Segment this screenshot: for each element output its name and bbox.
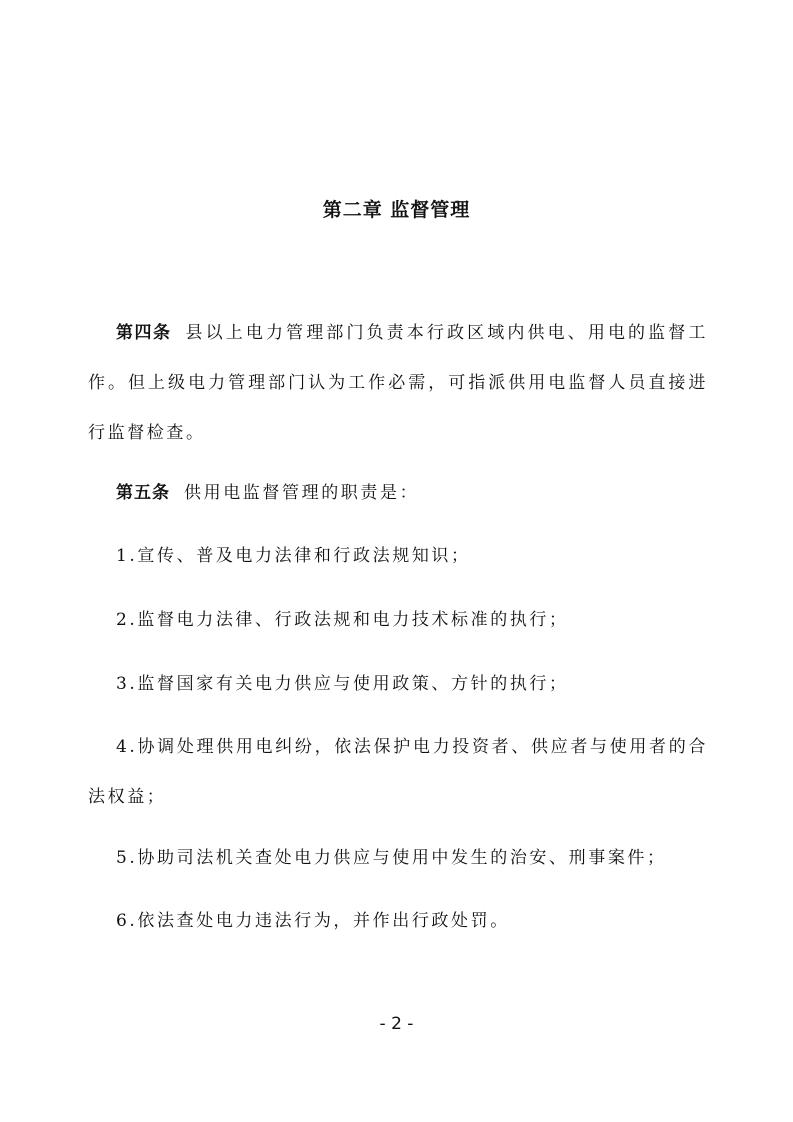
duty-item-2: 2.监督电力法律、行政法规和电力技术标准的执行； [116, 610, 569, 630]
duty-item-4: 4.协调处理供用电纠纷，依法保护电力投资者、供应者与使用者的合法权益； [88, 737, 708, 807]
chapter-title: 第二章 监督管理 [322, 199, 471, 221]
duty-item-5: 5.协助司法机关查处电力供应与使用中发生的治安、刑事案件； [116, 848, 667, 868]
duty-item-3: 3.监督国家有关电力供应与使用政策、方针的执行； [116, 674, 569, 694]
article-5-label: 第五条 [116, 483, 170, 503]
duty-item-6: 6.依法查处电力违法行为，并作出行政处罚。 [116, 911, 510, 931]
article-4-label: 第四条 [116, 323, 172, 343]
article-4 [88, 308, 708, 458]
duty-item-1: 1.宣传、普及电力法律和行政法规知识； [116, 546, 471, 566]
article-5 [88, 468, 708, 518]
article-5-text: 供用电监督管理的职责是： [184, 483, 420, 503]
article-4-text: 县以上电力管理部门负责本行政区域内供电、用电的监督工作。但上级电力管理部门认为工作必需，可指派供用电监督人员直接进行监督检查。 [88, 323, 708, 443]
page-number: - 2 - [379, 1014, 414, 1034]
